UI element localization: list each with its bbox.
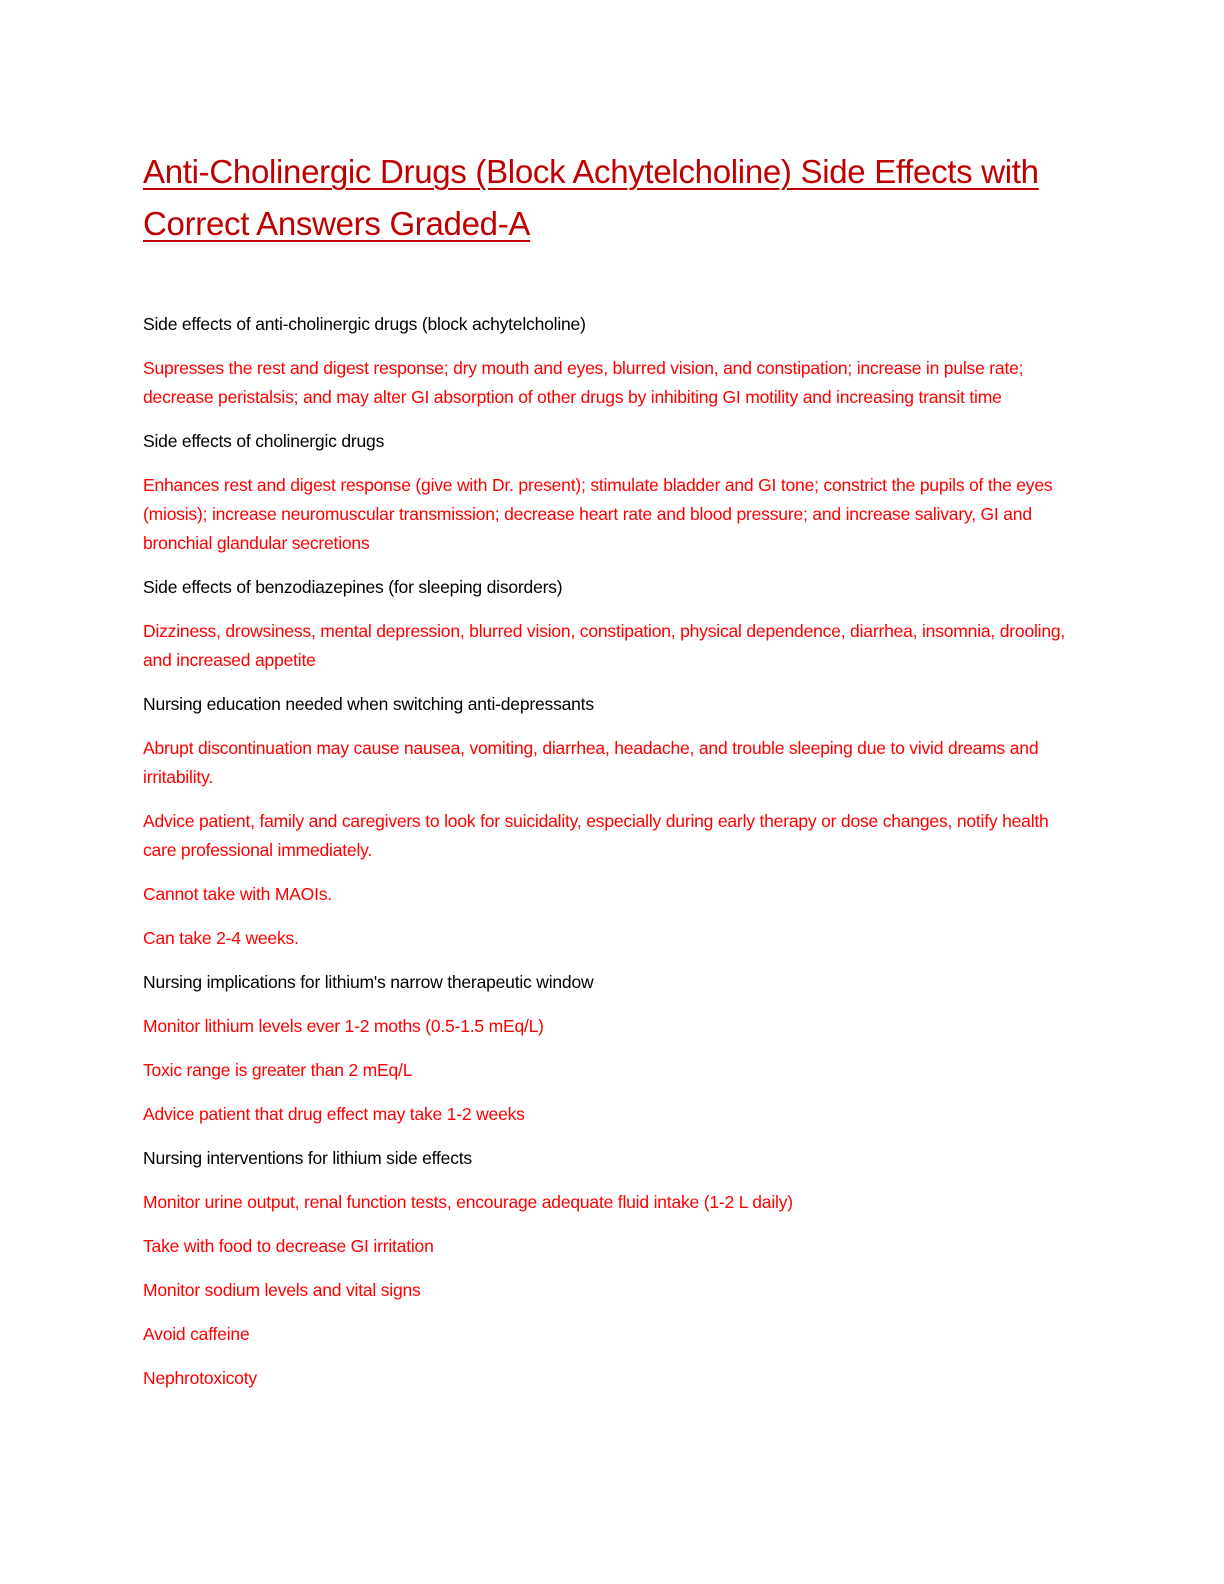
answer-paragraph: Nephrotoxicoty bbox=[143, 1368, 257, 1388]
answer-paragraph: Monitor lithium levels ever 1-2 moths (0.5-1.5 mEq/L) bbox=[143, 1016, 544, 1036]
question-paragraph: Nursing interventions for lithium side effects bbox=[143, 1148, 472, 1168]
document-title: Anti-Cholinergic Drugs (Block Achytelcholine) Side Effects with Correct Answers Graded-A bbox=[143, 153, 1039, 242]
document-page bbox=[143, 146, 1073, 1408]
answer-paragraph: Toxic range is greater than 2 mEq/L bbox=[143, 1060, 413, 1080]
question-paragraph: Nursing education needed when switching anti-depressants bbox=[143, 694, 594, 714]
question-paragraph: Side effects of benzodiazepines (for sleeping disorders) bbox=[143, 577, 563, 597]
answer-paragraph: Advice patient, family and caregivers to look for suicidality, especially during early therapy or dose changes, notify health care professional immediately. bbox=[143, 811, 1049, 860]
answer-paragraph: Advice patient that drug effect may take 1-2 weeks bbox=[143, 1104, 525, 1124]
answer-paragraph: Abrupt discontinuation may cause nausea, vomiting, diarrhea, headache, and trouble sleeping due to vivid dreams and irritability. bbox=[143, 738, 1039, 787]
answer-paragraph: Supresses the rest and digest response; dry mouth and eyes, blurred vision, and constipation; increase in pulse rate; decrease peristalsis; and may alter GI absorption of other drugs by inhibiting GI motility and increasing transit time bbox=[143, 358, 1024, 407]
answer-paragraph: Take with food to decrease GI irritation bbox=[143, 1236, 434, 1256]
question-paragraph: Side effects of cholinergic drugs bbox=[143, 431, 385, 451]
answer-paragraph: Dizziness, drowsiness, mental depression, blurred vision, constipation, physical dependence, diarrhea, insomnia, drooling, and increased appetite bbox=[143, 621, 1066, 670]
answer-paragraph: Cannot take with MAOIs. bbox=[143, 884, 332, 904]
answer-paragraph: Enhances rest and digest response (give with Dr. present); stimulate bladder and GI tone; constrict the pupils of the eyes (miosis); increase neuromuscular transmission; decrease heart rate and blood pressure; and increase salivary, GI and bronchial glandular secretions bbox=[143, 475, 1053, 553]
answer-paragraph: Can take 2-4 weeks. bbox=[143, 928, 299, 948]
document-body bbox=[143, 310, 1073, 1393]
answer-paragraph: Monitor urine output, renal function tests, encourage adequate fluid intake (1-2 L daily) bbox=[143, 1192, 793, 1212]
answer-paragraph: Avoid caffeine bbox=[143, 1324, 250, 1344]
answer-paragraph: Monitor sodium levels and vital signs bbox=[143, 1280, 421, 1300]
question-paragraph: Nursing implications for lithium's narrow therapeutic window bbox=[143, 972, 594, 992]
question-paragraph: Side effects of anti-cholinergic drugs (block achytelcholine) bbox=[143, 314, 586, 334]
